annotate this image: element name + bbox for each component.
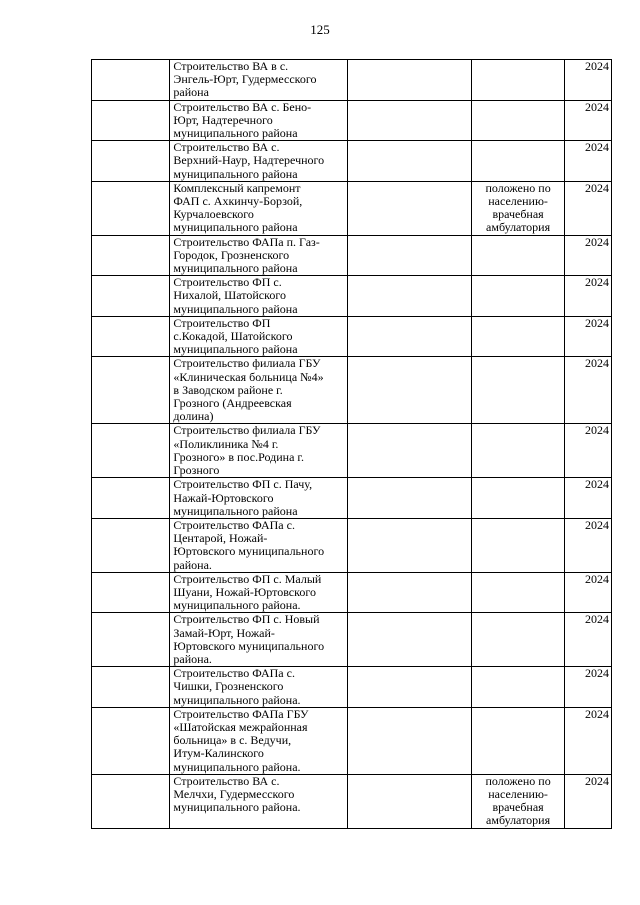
facility-name-cell (170, 235, 347, 276)
index-cell (92, 613, 170, 667)
note-cell (471, 774, 564, 828)
facility-name-line: «Шатойская межрайонная (173, 719, 308, 734)
facility-name-line: Строительство ФАПа п. Газ- (173, 234, 320, 249)
facility-name-line: Строительство ФП с. Пачу, (173, 477, 313, 492)
facility-name-line: Строительство ВА с. (173, 773, 280, 788)
index-cell (92, 572, 170, 613)
table-body (92, 60, 612, 829)
index-cell (92, 424, 170, 478)
facility-name-line: Замай-Юрт, Ножай- (173, 625, 275, 640)
facility-name-cell (170, 424, 347, 478)
facility-name-line: Строительство ВА в с. (173, 59, 289, 73)
facility-name-line: Строительство ФП с. Малый (173, 571, 322, 586)
facility-name-cell (170, 141, 347, 182)
facility-name-line: Строительство ФП (173, 315, 271, 330)
facility-name-line: района (173, 85, 209, 100)
facility-name-line: муниципального района. (173, 759, 301, 774)
empty-cell (347, 707, 471, 774)
year-cell: 2024 (564, 518, 612, 572)
index-cell (92, 774, 170, 828)
table-row (92, 235, 612, 276)
year-cell: 2024 (564, 667, 612, 708)
facility-name-cell (170, 613, 347, 667)
facility-name-line: Городок, Грозненского (173, 247, 290, 262)
index-cell (92, 518, 170, 572)
table-row (92, 181, 612, 235)
year-cell: 2024 (564, 424, 612, 478)
facility-name-line: Строительство филиала ГБУ (173, 423, 321, 438)
facility-name-line: муниципального района (173, 342, 298, 357)
year-cell: 2024 (564, 572, 612, 613)
facility-name-line: муниципального района (173, 301, 298, 316)
empty-cell (347, 667, 471, 708)
empty-cell (347, 181, 471, 235)
index-cell (92, 100, 170, 141)
year-cell: 2024 (564, 276, 612, 317)
note-cell (471, 707, 564, 774)
note-cell (471, 141, 564, 182)
facility-name-cell (170, 181, 347, 235)
empty-cell (347, 276, 471, 317)
table-row (92, 667, 612, 708)
facility-name-line: Нихалой, Шатойского (173, 288, 286, 303)
facility-name-line: Строительство ФАПа с. (173, 517, 295, 532)
facility-name-line: Грозного (173, 463, 220, 478)
index-cell (92, 60, 170, 101)
facility-name-cell (170, 316, 347, 357)
empty-cell (347, 613, 471, 667)
facility-name-line: Грозного (Андреевская (173, 396, 292, 411)
facility-name-line: Комплексный капремонт (173, 180, 301, 195)
note-line: положено по (485, 180, 551, 195)
facility-name-line: Строительство ФАПа с. (173, 666, 295, 681)
year-cell: 2024 (564, 100, 612, 141)
year-cell: 2024 (564, 316, 612, 357)
facility-name-cell (170, 774, 347, 828)
index-cell (92, 478, 170, 519)
facility-name-line: муниципального района. (173, 692, 301, 707)
facility-name-line: ФАП с. Ахкинчу-Борзой, (173, 194, 303, 209)
table-row (92, 478, 612, 519)
index-cell (92, 181, 170, 235)
note-cell (471, 572, 564, 613)
facility-name-line: муниципального района (173, 220, 298, 235)
facility-name-line: Строительство ВА с. Бено- (173, 99, 312, 114)
facility-name-line: Строительство ФП с. Новый (173, 612, 320, 627)
index-cell (92, 235, 170, 276)
facility-name-line: района. (173, 651, 212, 666)
facility-name-line: долина) (173, 409, 214, 424)
facility-name-line: с.Кокадой, Шатойского (173, 329, 293, 344)
facility-name-line: «Клиническая больница №4» (173, 369, 324, 384)
note-line: населению- (488, 786, 548, 801)
facility-name-line: Юрт, Надтеречного (173, 112, 273, 127)
index-cell (92, 667, 170, 708)
note-line: положено по (485, 773, 551, 788)
note-cell (471, 518, 564, 572)
facility-name-line: Юртовского муниципального (173, 544, 325, 559)
facility-name-line: Курчалоевского (173, 207, 254, 222)
year-cell: 2024 (564, 60, 612, 101)
table-row (92, 424, 612, 478)
note-cell (471, 235, 564, 276)
facility-name-cell (170, 60, 347, 101)
facility-name-line: муниципального района. (173, 598, 301, 613)
note-cell (471, 424, 564, 478)
note-cell (471, 60, 564, 101)
facility-name-cell (170, 667, 347, 708)
empty-cell (347, 141, 471, 182)
facility-name-line: муниципального района (173, 261, 298, 276)
empty-cell (347, 316, 471, 357)
facility-name-line: «Поликлиника №4 г. (173, 436, 279, 451)
facility-name-cell (170, 707, 347, 774)
table-row (92, 774, 612, 828)
empty-cell (347, 424, 471, 478)
table-row (92, 613, 612, 667)
facility-name-line: района. (173, 557, 212, 572)
facility-name-line: муниципального района (173, 166, 298, 181)
year-cell: 2024 (564, 613, 612, 667)
page-number: 125 (310, 22, 330, 37)
facility-name-cell (170, 518, 347, 572)
facility-name-line: Строительство филиала ГБУ (173, 356, 321, 371)
table-row (92, 357, 612, 424)
facility-name-line: Мелчхи, Гудермесского (173, 786, 295, 801)
note-cell (471, 100, 564, 141)
facility-name-line: муниципального района. (173, 800, 301, 815)
empty-cell (347, 235, 471, 276)
empty-cell (347, 100, 471, 141)
note-line: населению- (488, 194, 548, 209)
table-row (92, 60, 612, 101)
table-row (92, 518, 612, 572)
note-line: амбулатория (486, 813, 551, 828)
facilities-table (91, 59, 612, 829)
table-row (92, 141, 612, 182)
year-cell: 2024 (564, 235, 612, 276)
table-row (92, 316, 612, 357)
note-cell (471, 613, 564, 667)
index-cell (92, 316, 170, 357)
index-cell (92, 357, 170, 424)
facility-name-cell (170, 357, 347, 424)
year-cell: 2024 (564, 141, 612, 182)
facility-name-cell (170, 572, 347, 613)
facility-name-line: Строительство ФАПа ГБУ (173, 706, 309, 721)
facility-name-line: Шуани, Ножай-Юртовского (173, 584, 316, 599)
year-cell: 2024 (564, 478, 612, 519)
table-row (92, 276, 612, 317)
facility-name-line: Чишки, Грозненского (173, 679, 284, 694)
facility-name-line: Итум-Калинского (173, 746, 264, 761)
note-cell (471, 478, 564, 519)
facility-name-line: Строительство ВА с. (173, 140, 280, 155)
empty-cell (347, 572, 471, 613)
empty-cell (347, 357, 471, 424)
table-row (92, 707, 612, 774)
table-row (92, 572, 612, 613)
note-cell (471, 276, 564, 317)
index-cell (92, 141, 170, 182)
facility-name-cell (170, 100, 347, 141)
note-cell (471, 357, 564, 424)
facility-name-line: муниципального района (173, 126, 298, 141)
year-cell: 2024 (564, 181, 612, 235)
note-line: врачебная (492, 207, 544, 222)
facility-name-line: Строительство ФП с. (173, 275, 282, 290)
facility-name-cell (170, 276, 347, 317)
facility-name-line: Центарой, Ножай- (173, 531, 268, 546)
index-cell (92, 707, 170, 774)
empty-cell (347, 60, 471, 101)
table-row (92, 100, 612, 141)
facility-name-cell (170, 478, 347, 519)
facility-name-line: муниципального района (173, 503, 298, 518)
facility-name-line: больница» в с. Ведучи, (173, 733, 292, 748)
note-cell (471, 316, 564, 357)
facility-name-line: Нажай-Юртовского (173, 490, 274, 505)
year-cell: 2024 (564, 357, 612, 424)
note-cell (471, 667, 564, 708)
index-cell (92, 276, 170, 317)
empty-cell (347, 478, 471, 519)
facility-name-line: Энгель-Юрт, Гудермесского (173, 72, 317, 87)
facility-name-line: Верхний-Наур, Надтеречного (173, 153, 325, 168)
note-cell (471, 181, 564, 235)
facility-name-line: в Заводском районе г. (173, 382, 283, 397)
year-cell: 2024 (564, 707, 612, 774)
year-cell: 2024 (564, 774, 612, 828)
note-line: амбулатория (486, 220, 551, 235)
empty-cell (347, 518, 471, 572)
empty-cell (347, 774, 471, 828)
facility-name-line: Грозного» в пос.Родина г. (173, 449, 304, 464)
facility-name-line: Юртовского муниципального (173, 638, 325, 653)
note-line: врачебная (492, 800, 544, 815)
